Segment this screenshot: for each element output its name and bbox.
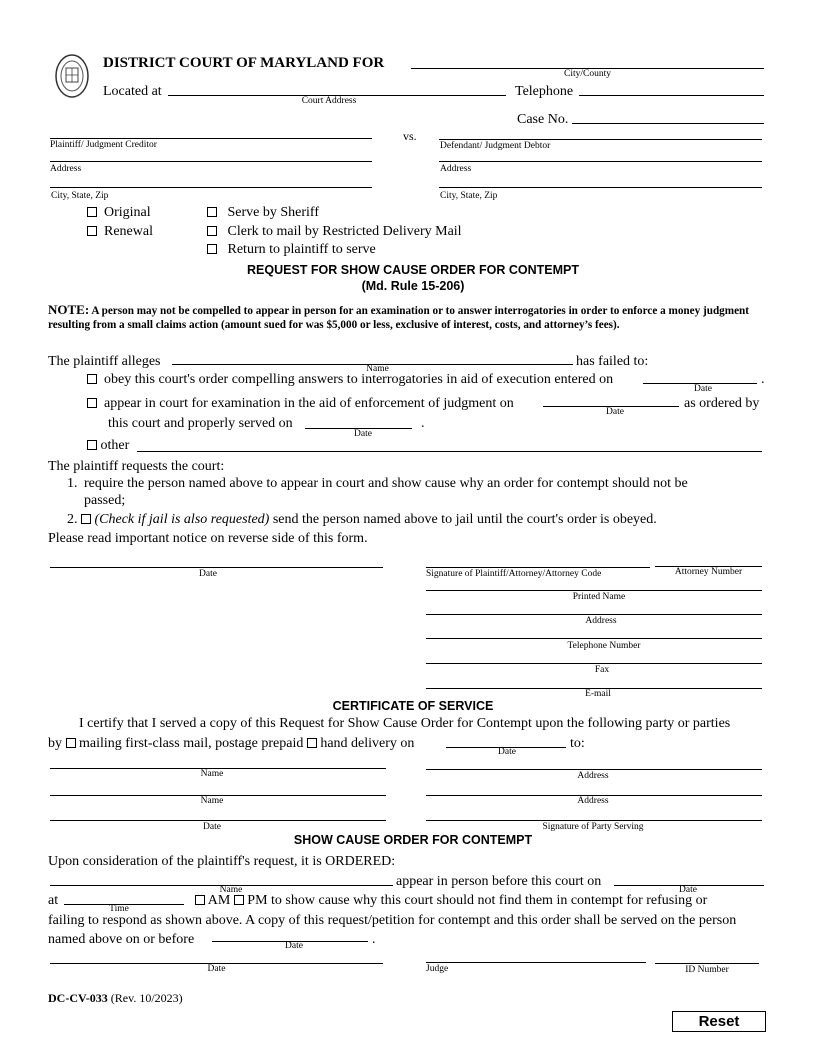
am-pm-line (195, 893, 707, 909)
jail-checkbox[interactable] (81, 514, 91, 524)
defendant-address-label: Address (440, 164, 472, 174)
hand-delivery-label: hand delivery on (320, 736, 415, 751)
judge-id-label: ID Number (685, 965, 729, 975)
requests-label: The plaintiff requests the court: (48, 459, 225, 474)
plaintiff-city-field[interactable] (50, 187, 372, 188)
served-address-2-label: Address (577, 796, 609, 806)
order-name-label: Name (219, 885, 243, 895)
failed-to-label: has failed to: (576, 354, 649, 369)
named-above-label: named above on or before (48, 932, 195, 947)
sig-fax-label: Fax (594, 665, 610, 675)
order-title: SHOW CAUSE ORDER FOR CONTEMPT (293, 833, 533, 847)
other-checkbox[interactable] (87, 440, 97, 450)
form-code-number: DC-CV-033 (48, 991, 108, 1005)
serve-sheriff-label: Serve by Sheriff (227, 205, 319, 220)
sig-address-field[interactable] (426, 614, 762, 615)
judge-id-field[interactable] (655, 963, 759, 964)
plaintiff-city-label: City, State, Zip (51, 191, 109, 201)
served-name-2-label: Name (200, 796, 224, 806)
mailing-label: mailing first-class mail, postage prepaid (79, 736, 304, 751)
service-date-label: Date (203, 822, 221, 832)
printed-name-label: Printed Name (572, 592, 626, 602)
judge-signature-field[interactable] (426, 962, 646, 963)
judge-label: Judge (426, 964, 449, 974)
case-no-field[interactable] (572, 123, 764, 124)
item1-num: 1. (67, 476, 78, 491)
located-at-label: Located at (103, 84, 162, 99)
reset-button[interactable]: Reset (672, 1011, 766, 1032)
pm-checkbox[interactable] (234, 895, 244, 905)
return-plaintiff-label: Return to plaintiff to serve (227, 242, 376, 257)
defendant-address-field[interactable] (439, 161, 762, 162)
defendant-field[interactable] (439, 139, 762, 140)
telephone-label: Telephone (515, 84, 574, 99)
serve-sheriff-option[interactable] (207, 205, 319, 221)
obey-label: obey this court's order compelling answers to interrogatories in aid of execution entered on (104, 372, 614, 387)
renewal-checkbox[interactable] (87, 226, 97, 236)
consideration-text: Upon consideration of the plaintiff's request, it is ORDERED: (48, 854, 396, 869)
served-address-1-field[interactable] (426, 769, 762, 770)
this-court-label: this court and properly served on (108, 416, 293, 431)
as-ordered-label: as ordered by (684, 396, 760, 411)
alleges-label: The plaintiff alleges (48, 354, 161, 369)
notice-text: Please read important notice on reverse side of this form. (48, 531, 368, 546)
defendant-label: Defendant/ Judgment Debtor (440, 141, 551, 151)
original-label: Original (104, 205, 151, 220)
defendant-city-label: City, State, Zip (440, 191, 498, 201)
serving-signature-label: Signature of Party Serving (542, 822, 644, 832)
court-title: DISTRICT COURT OF MARYLAND FOR (103, 55, 385, 71)
served-date-label: Date (354, 429, 372, 439)
item2-num: 2. (67, 512, 78, 527)
appear-option[interactable] (87, 396, 514, 412)
am-checkbox[interactable] (195, 895, 205, 905)
alleged-name-label: Name (366, 364, 389, 374)
hand-delivery-checkbox[interactable] (307, 738, 317, 748)
delivery-date-label: Date (498, 747, 516, 757)
other-option[interactable] (87, 438, 129, 454)
signature-label: Signature of Plaintiff/Attorney/Attorney Code (426, 569, 602, 579)
mailing-checkbox[interactable] (66, 738, 76, 748)
to-label: to: (570, 736, 585, 751)
appear-checkbox[interactable] (87, 398, 97, 408)
signature-date-field[interactable] (50, 567, 383, 568)
failing-text: failing to respond as shown above. A copy of this request/petition for contempt and this order shall be served on the person (48, 913, 737, 928)
certificate-title: CERTIFICATE OF SERVICE (332, 699, 494, 713)
am-label: AM (207, 893, 231, 908)
other-label: other (100, 438, 130, 453)
renewal-label: Renewal (104, 224, 153, 239)
other-field[interactable] (137, 451, 762, 452)
item2-italic: (Check if jail is also requested) (94, 512, 270, 527)
vs-label: vs. (403, 129, 417, 143)
service-date-field[interactable] (50, 820, 386, 821)
pm-label: PM to show cause why this court should not find them in contempt for refusing or (247, 893, 708, 908)
plaintiff-address-label: Address (50, 164, 82, 174)
plaintiff-label: Plaintiff/ Judgment Creditor (50, 140, 157, 150)
by-label: by (48, 736, 62, 751)
case-no-label: Case No. (517, 112, 569, 127)
original-checkbox[interactable] (87, 207, 97, 217)
plaintiff-field[interactable] (50, 138, 372, 139)
return-plaintiff-checkbox[interactable] (207, 244, 217, 254)
request-rule: (Md. Rule 15-206) (361, 279, 465, 293)
sig-address-label: Address (585, 616, 617, 626)
sig-telephone-label: Telephone Number (567, 641, 641, 651)
sig-telephone-field[interactable] (426, 638, 762, 639)
order-sign-date-label: Date (207, 964, 226, 974)
at-label: at (48, 893, 59, 908)
city-county-label: City/County (564, 69, 611, 79)
clerk-mail-label: Clerk to mail by Restricted Delivery Mail (227, 224, 462, 239)
clerk-mail-checkbox[interactable] (207, 226, 217, 236)
plaintiff-signature-field[interactable] (426, 567, 650, 568)
form-revision: (Rev. 10/2023) (110, 991, 183, 1005)
serving-signature-field[interactable] (426, 820, 762, 821)
certificate-line2 (48, 736, 414, 752)
served-name-1-label: Name (200, 769, 224, 779)
request-title: REQUEST FOR SHOW CAUSE ORDER FOR CONTEMPT (247, 263, 579, 277)
served-address-1-label: Address (577, 771, 609, 781)
obey-checkbox[interactable] (87, 374, 97, 384)
item2-line (67, 512, 657, 528)
appear-person-label: appear in person before this court on (396, 874, 602, 889)
sig-fax-field[interactable] (426, 663, 762, 664)
order-time-label: Time (109, 904, 129, 914)
form-code (48, 990, 183, 1006)
order-date-label: Date (679, 885, 697, 895)
obey-option[interactable] (87, 372, 613, 388)
renewal-option[interactable] (87, 224, 153, 240)
serve-sheriff-checkbox[interactable] (207, 207, 217, 217)
obey-date-label: Date (694, 384, 712, 394)
printed-name-field[interactable] (426, 590, 762, 591)
original-option[interactable] (87, 205, 151, 221)
appear-date-label: Date (606, 407, 624, 417)
note-text: A person may not be compelled to appear in person for an examination or to answer interrogatories in order to enforce a money judgment resulting from a small claims action (amount sued for was $5,000 or less, exclusive of interest, costs, and attorney’s fees). (48, 305, 749, 331)
defendant-city-field[interactable] (439, 187, 762, 188)
note-label: NOTE: (48, 302, 90, 317)
note-paragraph (48, 303, 780, 332)
signature-date-label: Date (199, 569, 217, 579)
period: . (372, 932, 376, 947)
item1-cont: passed; (84, 493, 126, 508)
court-telephone-field[interactable] (579, 95, 764, 96)
plaintiff-address-field[interactable] (50, 161, 372, 162)
return-plaintiff-option[interactable] (207, 242, 376, 258)
attorney-number-label: Attorney Number (674, 567, 743, 577)
certificate-line1: I certify that I served a copy of this Request for Show Cause Order for Contempt upon the following party or parties (79, 716, 731, 731)
item1-text: require the person named above to appear in court and show cause why an order for contempt should not be (84, 476, 688, 491)
before-date-label: Date (285, 941, 303, 951)
clerk-mail-option[interactable] (207, 224, 462, 240)
court-seal (54, 53, 90, 99)
item2-rest: send the person named above to jail until the court's order is obeyed. (272, 512, 657, 527)
court-address-label: Court Address (301, 96, 357, 106)
sig-email-label: E-mail (585, 689, 611, 699)
appear-label: appear in court for examination in the aid of enforcement of judgment on (104, 396, 514, 411)
